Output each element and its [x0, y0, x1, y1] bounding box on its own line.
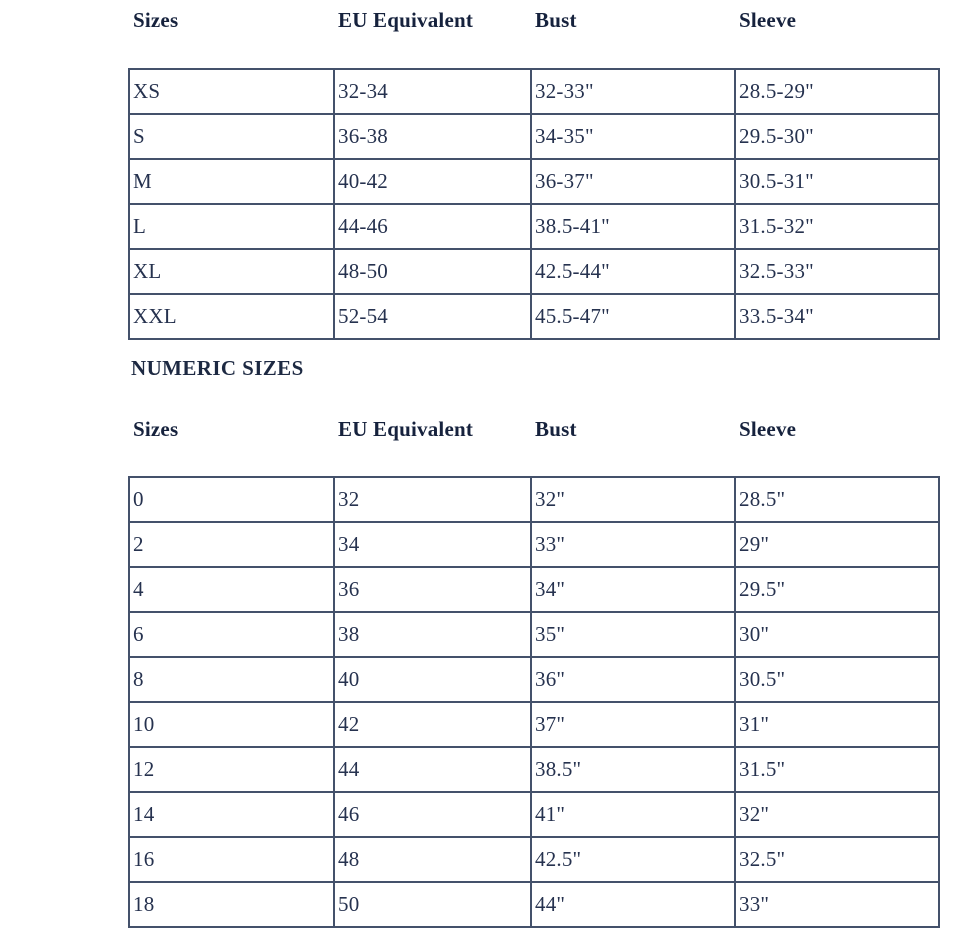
table-row	[129, 294, 939, 339]
table-cell: 48-50	[334, 249, 531, 294]
column-header-sizes: Sizes	[133, 417, 179, 441]
table-cell: 36-38	[334, 114, 531, 159]
table-cell: 33"	[735, 882, 939, 927]
table-cell: XS	[129, 69, 334, 114]
table-cell: 28.5-29"	[735, 69, 939, 114]
table-cell: 45.5-47"	[531, 294, 735, 339]
numeric-table-header-row	[128, 417, 938, 442]
table-row	[129, 204, 939, 249]
column-header-bust: Bust	[535, 8, 577, 32]
table-cell: 29.5"	[735, 567, 939, 612]
table-cell: 38.5-41"	[531, 204, 735, 249]
table-cell: 41"	[531, 792, 735, 837]
table-cell: 42	[334, 702, 531, 747]
table-cell: 30"	[735, 612, 939, 657]
table-cell: S	[129, 114, 334, 159]
table-cell: 2	[129, 522, 334, 567]
table-cell: 29"	[735, 522, 939, 567]
table-cell: 34-35"	[531, 114, 735, 159]
table-cell: L	[129, 204, 334, 249]
table-cell: 32-33"	[531, 69, 735, 114]
table-cell: XL	[129, 249, 334, 294]
column-header-eu-equivalent: EU Equivalent	[338, 8, 474, 32]
table-row	[129, 792, 939, 837]
table-cell: XXL	[129, 294, 334, 339]
table-cell: 40-42	[334, 159, 531, 204]
table-row	[129, 522, 939, 567]
table-cell: 34"	[531, 567, 735, 612]
table-row	[129, 69, 939, 114]
table-row	[129, 612, 939, 657]
table-cell: 32	[334, 477, 531, 522]
letter-table-header-row	[128, 8, 938, 33]
table-cell: 35"	[531, 612, 735, 657]
table-cell: 32.5-33"	[735, 249, 939, 294]
table-cell: 36"	[531, 657, 735, 702]
column-header-eu-equivalent: EU Equivalent	[338, 417, 474, 441]
table-cell: 44-46	[334, 204, 531, 249]
column-header-sleeve: Sleeve	[739, 8, 797, 32]
table-cell: 4	[129, 567, 334, 612]
table-cell: 52-54	[334, 294, 531, 339]
table-cell: 46	[334, 792, 531, 837]
table-row	[129, 837, 939, 882]
table-cell: 31.5-32"	[735, 204, 939, 249]
table-cell: 10	[129, 702, 334, 747]
table-cell: 31.5"	[735, 747, 939, 792]
table-cell: 44	[334, 747, 531, 792]
table-cell: 32.5"	[735, 837, 939, 882]
table-cell: 42.5-44"	[531, 249, 735, 294]
table-cell: 42.5"	[531, 837, 735, 882]
table-cell: 6	[129, 612, 334, 657]
table-cell: 16	[129, 837, 334, 882]
table-cell: 0	[129, 477, 334, 522]
table-row	[129, 249, 939, 294]
table-cell: 40	[334, 657, 531, 702]
table-row	[129, 159, 939, 204]
table-cell: 44"	[531, 882, 735, 927]
table-cell: 33"	[531, 522, 735, 567]
column-header-bust: Bust	[535, 417, 577, 441]
table-cell: 37"	[531, 702, 735, 747]
table-row	[129, 114, 939, 159]
table-cell: 32-34	[334, 69, 531, 114]
table-cell: 50	[334, 882, 531, 927]
table-row	[129, 657, 939, 702]
column-header-sleeve: Sleeve	[739, 417, 797, 441]
table-cell: 34	[334, 522, 531, 567]
letter-sizes-table	[128, 68, 940, 340]
table-cell: 30.5"	[735, 657, 939, 702]
table-cell: 8	[129, 657, 334, 702]
table-row	[129, 747, 939, 792]
table-cell: 14	[129, 792, 334, 837]
table-cell: 18	[129, 882, 334, 927]
table-cell: 12	[129, 747, 334, 792]
table-cell: 36	[334, 567, 531, 612]
table-cell: M	[129, 159, 334, 204]
table-row	[129, 567, 939, 612]
table-cell: 30.5-31"	[735, 159, 939, 204]
table-cell: 48	[334, 837, 531, 882]
numeric-sizes-heading: NUMERIC SIZES	[131, 356, 304, 380]
table-row	[129, 882, 939, 927]
numeric-sizes-table	[128, 476, 940, 928]
table-cell: 29.5-30"	[735, 114, 939, 159]
table-row	[129, 702, 939, 747]
table-cell: 32"	[735, 792, 939, 837]
table-row	[129, 477, 939, 522]
table-cell: 38.5"	[531, 747, 735, 792]
table-cell: 28.5"	[735, 477, 939, 522]
table-cell: 32"	[531, 477, 735, 522]
column-header-sizes: Sizes	[133, 8, 179, 32]
table-cell: 36-37"	[531, 159, 735, 204]
table-cell: 33.5-34"	[735, 294, 939, 339]
table-cell: 38	[334, 612, 531, 657]
table-cell: 31"	[735, 702, 939, 747]
